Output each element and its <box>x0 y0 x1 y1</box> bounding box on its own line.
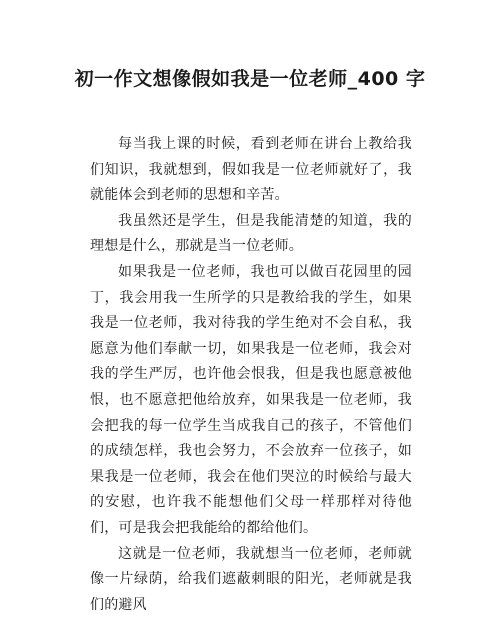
paragraph: 我虽然还是学生，但是我能清楚的知道，我的理想是什么，那就是当一位老师。 <box>90 209 412 260</box>
page-title: 初一作文想像假如我是一位老师_400 字 <box>0 66 500 92</box>
paragraph: 每当我上课的时候，看到老师在讲台上教给我们知识，我就想到，假如我是一位老师就好了，我就能体会到老师的思想和辛苦。 <box>90 132 412 209</box>
paragraph: 这就是一位老师，我就想当一位老师，老师就像一片绿荫，给我们遮蔽刺眼的阳光，老师就是我们的避风 <box>90 542 412 618</box>
article-body <box>90 132 412 618</box>
paragraph: 如果我是一位老师，我也可以做百花园里的园丁，我会用我一生所学的只是教给我的学生，如果我是一位老师，我对待我的学生绝对不会自私，我愿意为他们奉献一切，如果我是一位老师，我会对我的学生严厉，也许他会恨我，但是我也愿意被他恨，也不愿意把他给放弃，如果我是一位老师，我会把我的每一位学生当成我自己的孩子，不管他们的成绩怎样，我也会努力，不会放弃一位孩子，如果我是一位老师，我会在他们哭泣的时候给与最大的安慰，也许我不能想他们父母一样那样对待他们，可是我会把我能给的都给他们。 <box>90 260 412 542</box>
